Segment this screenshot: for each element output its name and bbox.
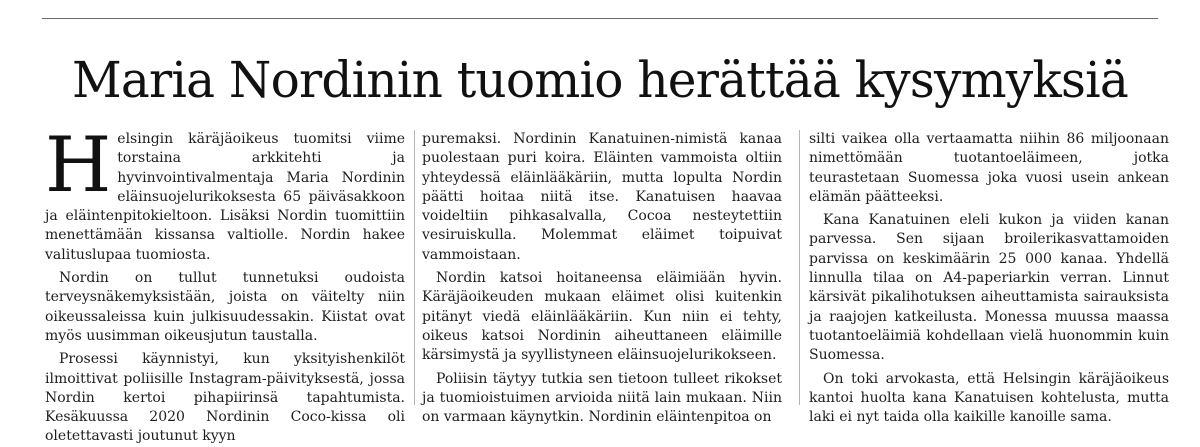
column-1: [45, 120, 405, 445]
column-divider: [799, 130, 800, 405]
paragraph: [45, 120, 405, 265]
top-rule: [42, 18, 1158, 19]
paragraph: Poliisin täytyy tutkia sen tietoon tulleet rikokset ja tuomioistuimen arvioida niitä lain mukaan. Niin on varmaan käynytkin. Nordinin eläintenpitoa on: [422, 370, 782, 426]
paragraph: Prosessi käynnistyi, kun yksityishenkilöt ilmoittivat poliisille Instagram-päivityksestä, jossa Nordin kertoi pihapiirinsä tapahtumista. Kesäkuussa 2020 Nordinin Coco-kissa oli oletettavasti joutunut kyyn: [45, 351, 405, 445]
column-3: [809, 130, 1169, 426]
paragraph: On toki arvokasta, että Helsingin käräjäoikeus kantoi huolta kana Kanatuisen kohtelusta, mutta laki ei nyt taida olla kaikille kanoille sama.: [809, 370, 1169, 426]
column-2: [422, 130, 782, 426]
column-divider: [414, 130, 415, 405]
paragraph: Nordin katsoi hoitaneensa eläimiään hyvin. Käräjäoikeuden mukaan eläimet olisi kuitenkin pitänyt viedä eläinlääkäriin. Kun niin ei tehty, oikeus katsoi Nordinin aiheuttaneen eläimille kärsimystä ja syyllistyneen eläinsuojelurikokseen.: [422, 270, 782, 364]
article-body: [45, 120, 1169, 445]
headline: Maria Nordinin tuomio herättää kysymyksiä: [71, 51, 1129, 109]
paragraph: Kana Kanatuinen eleli kukon ja viiden kanan parvessa. Sen sijaan broilerikasvattamoiden parvissa on keskimäärin 25 000 kanaa. Yhdellä linnulla tilaa on A4-paperiarkin verran. Linnut kärsivät pikalihotuksen aiheuttamista sairauksista ja raajojen katkeilusta. Monessa muussa maassa tuotantoeläimiä kohdellaan vielä huonommin kuin Suomessa.: [809, 212, 1169, 364]
paragraph-text: elsingin käräjäoikeus tuomitsi viime torstaina arkkitehti ja hyvinvointivalmentaja Maria Nordinin eläinsuojelurikoksesta 65 päiväsakkoon ja eläintenpitokieltoon. Lisäksi Nordin tuomittiin menettämään kissansa valtiolle. Nordin hakee valituslupaa tuomiosta.: [45, 131, 405, 263]
paragraph: silti vaikea olla vertaamatta niihin 86 miljoonaan nimettömään tuotantoeläimeen, jotka teurastetaan Suomessa joka vuosi usein ankean elämän päätteeksi.: [809, 131, 1169, 205]
paragraph: puremaksi. Nordinin Kanatuinen-nimistä kanaa puolestaan puri koira. Eläinten vammoista oltiin yhteydessä eläinlääkäriin, mutta lopulta Nordin päätti hoitaa niitä itse. Kanatuisen haavaa voideltiin pihkasalvalla, Cocoa nesteytettiin vesiruiskulla. Molemmat eläimet toipuivat vammoistaan.: [422, 131, 782, 263]
paragraph: Nordin on tullut tunnetuksi oudoista terveysnäkemyksistään, joista on väitelty niin oikeussaleissa kuin julkisuudessakin. Kiistat ovat myös uusimman oikeusjutun taustalla.: [45, 270, 405, 344]
drop-cap: H: [45, 120, 112, 209]
